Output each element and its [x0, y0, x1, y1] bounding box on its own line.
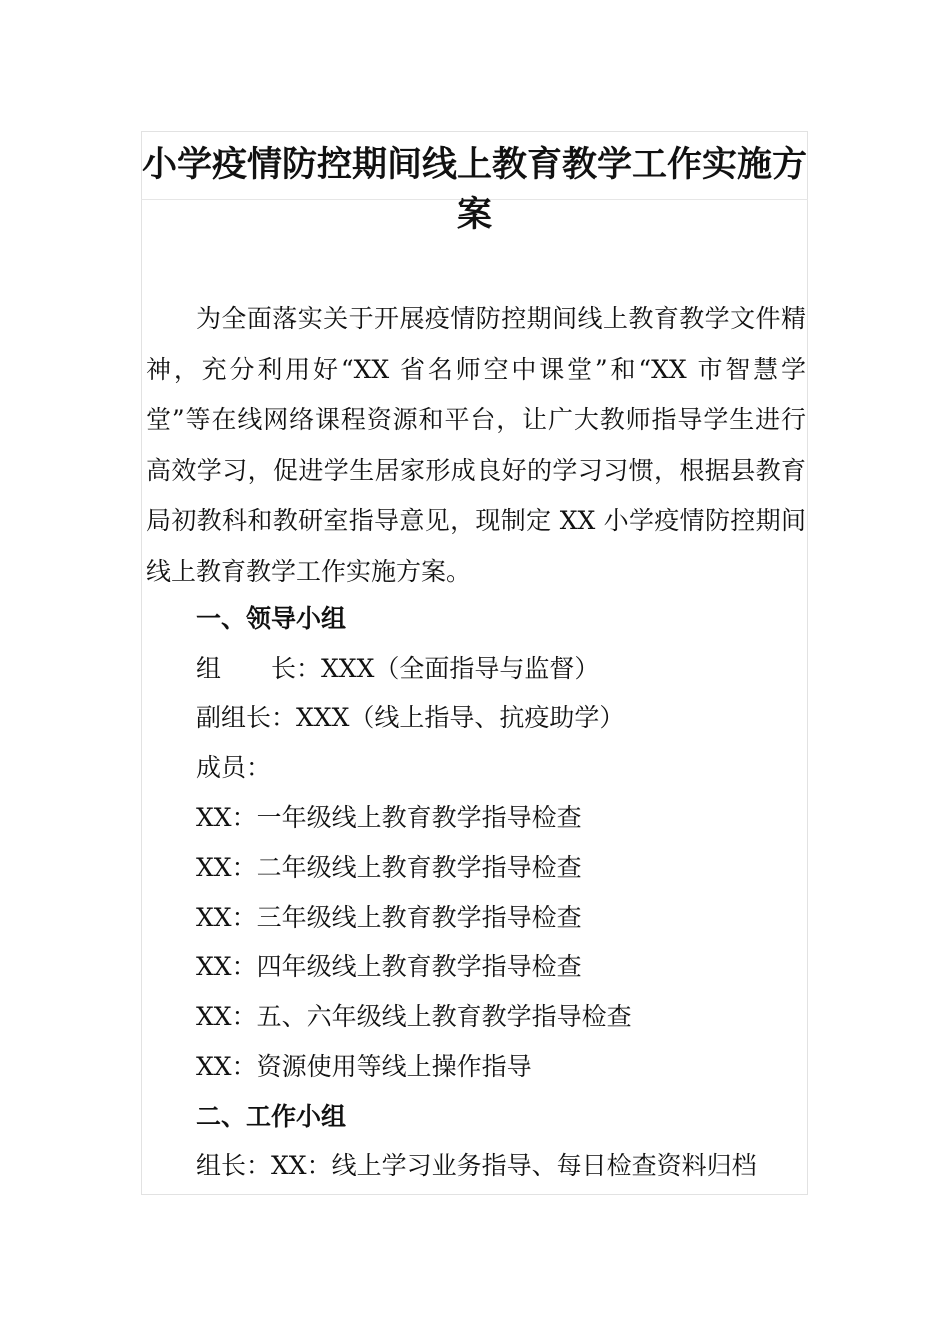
members-label: 成员：	[196, 753, 272, 782]
member-item: XX：五、六年级线上教育教学指导检查	[196, 1002, 632, 1031]
member-item: XX：一年级线上教育教学指导检查	[196, 803, 582, 832]
group-leader-line: 组 长：XXX（全面指导与监督）	[196, 654, 600, 683]
work-group-leader-line: 组长：XX：线上学习业务指导、每日检查资料归档	[196, 1151, 757, 1180]
section-heading-work-group: 二、工作小组	[196, 1102, 347, 1131]
deputy-leader-line: 副组长：XXX（线上指导、抗疫助学）	[196, 703, 625, 732]
section-heading-leadership-group: 一、领导小组	[196, 604, 347, 633]
member-item: XX：二年级线上教育教学指导检查	[196, 853, 582, 882]
member-item: XX：资源使用等线上操作指导	[196, 1052, 532, 1081]
member-item: XX：三年级线上教育教学指导检查	[196, 903, 582, 932]
intro-paragraph: 为全面落实关于开展疫情防控期间线上教育教学文件精神，充分利用好“XX 省名师空中课堂”和“XX 市智慧学堂”等在线网络课程资源和平台，让广大教师指导学生进行高效学习，促进学生居家形成良好的学习习惯，根据县教育局初教科和教研室指导意见，现制定 XX 小学疫情防控期间线上教育教学工作实施方案。	[146, 304, 806, 586]
member-item: XX：四年级线上教育教学指导检查	[196, 952, 582, 981]
document-title: 小学疫情防控期间线上教育教学工作实施方案	[141, 145, 807, 235]
